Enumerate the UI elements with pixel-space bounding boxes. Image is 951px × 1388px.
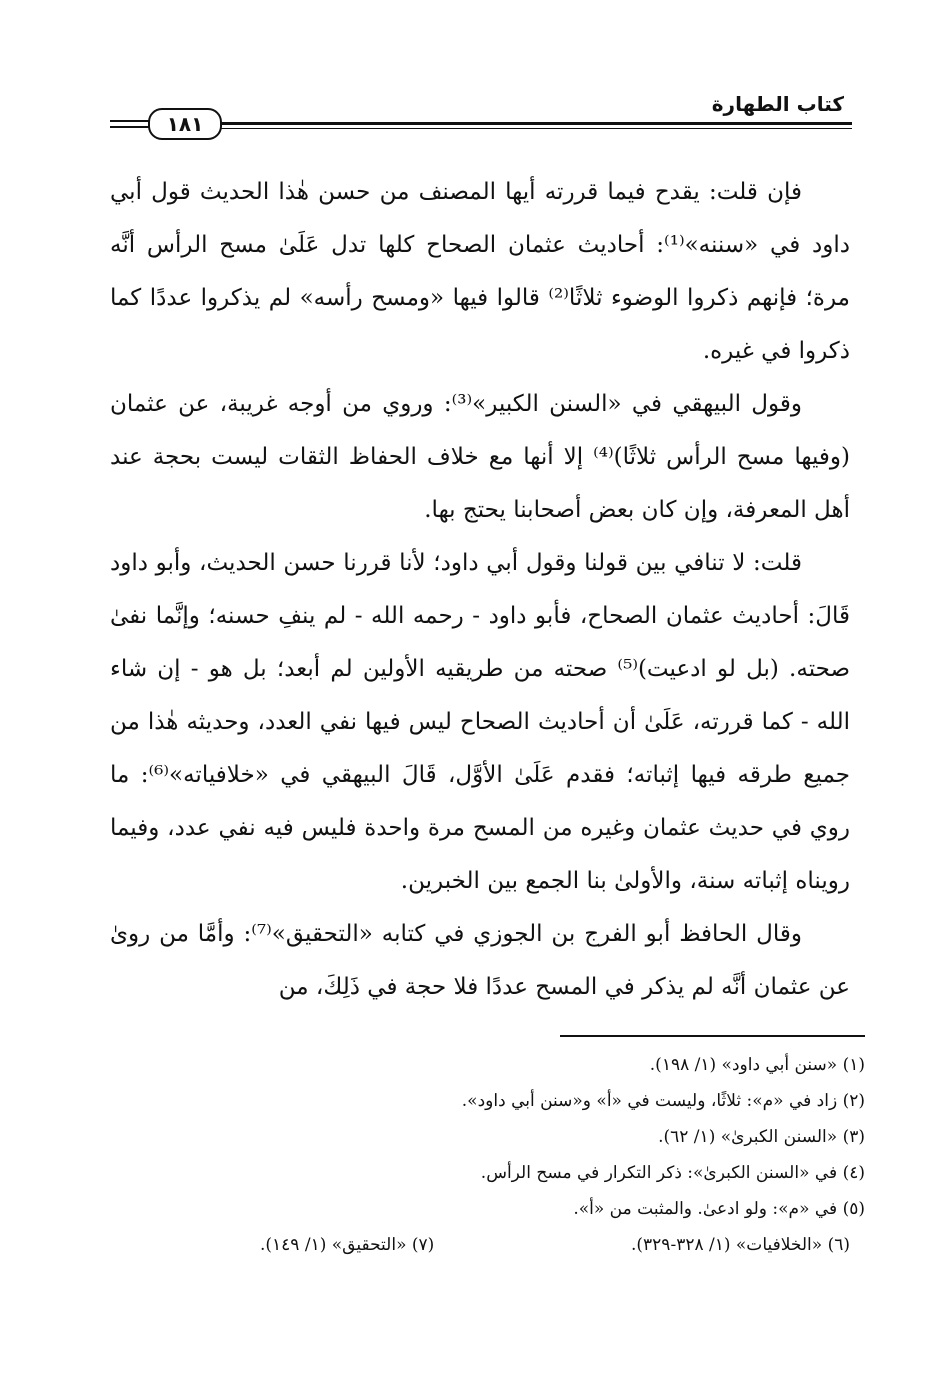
header-rule-left-bottom xyxy=(110,126,150,128)
header-rule-left-top xyxy=(110,120,150,122)
footnote: (٣) «السنن الكبرىٰ» (١/ ٦٢). xyxy=(658,1127,865,1147)
main-text xyxy=(110,166,850,1014)
page-number: ١٨١ xyxy=(148,108,222,140)
footnote-separator xyxy=(560,1035,865,1037)
footnote: (٦) «الخلافيات» (١/ ٣٢٨-٣٢٩). xyxy=(630,1235,850,1255)
header-rule-thin xyxy=(210,128,852,129)
footnote-row xyxy=(260,1227,850,1263)
footnote: (١) «سنن أبي داود» (١/ ١٩٨). xyxy=(649,1055,865,1075)
footnote: (٧) «التحقيق» (١/ ١٤٩). xyxy=(260,1235,435,1255)
book-title: كتاب الطهارة xyxy=(711,92,844,116)
paragraph: قلت: لا تنافي بين قولنا وقول أبي داود؛ لأنا قررنا حسن الحديث، وأبو داود قَالَ: أحاديث عثمان الصحاح، فأبو داود - رحمه الله - لم ينفِ حسنه؛ وإنَّما نفىٰ صحته. (بل لو ادعيت)⁽⁵⁾ صحته من طريقيه الأولين لم أبعد؛ بل هو - إن شاء الله - كما قررته، عَلَىٰ أن أحاديث الصحاح ليس فيها نفي العدد، وحديثه هٰذا من جميع طرقه فيها إثباته؛ فقدم عَلَىٰ الأوَّل، قَالَ البيهقي في «خلافياته»⁽⁶⁾: ما روي في حديث عثمان وغيره من المسح مرة واحدة فليس فيه نفي عدد، وفيما رويناه إثباته سنة، والأولىٰ بنا الجمع بين الخبرين. xyxy=(110,550,851,894)
footnote: (٥) في «م»: ولو ادعىٰ. والمثبت من «أ». xyxy=(573,1199,865,1219)
footnotes xyxy=(260,1047,865,1263)
paragraph: وقول البيهقي في «السنن الكبير»⁽³⁾: وروي من أوجه غريبة، عن عثمان (وفيها مسح الرأس ثلاثًا)⁽⁴⁾ إلا أنها مع خلاف الحفاظ الثقات ليست بحجة عند أهل المعرفة، وإن كان بعض أصحابنا يحتج بها. xyxy=(110,391,850,523)
footnote: (٤) في «السنن الكبرىٰ»: ذكر التكرار في مسح الرأس. xyxy=(480,1163,865,1183)
paragraph: فإن قلت: يقدح فيما قررته أيها المصنف من حسن هٰذا الحديث قول أبي داود في «سننه»⁽¹⁾: أحاديث عثمان الصحاح كلها تدل عَلَىٰ مسح الرأس أنَّه مرة؛ فإنهم ذكروا الوضوء ثلاثًا⁽²⁾ قالوا فيها «ومسح رأسه» لم يذكروا عددًا كما ذكروا في غيره. xyxy=(110,179,850,364)
paragraph: وقال الحافظ أبو الفرج بن الجوزي في كتابه «التحقيق»⁽⁷⁾: وأمَّا من روىٰ عن عثمان أنَّه لم يذكر في المسح عددًا فلا حجة في ذَلِكَ، من xyxy=(110,921,850,1000)
header-rule-thick xyxy=(210,122,852,125)
page-header xyxy=(110,88,852,150)
footnote: (٢) زاد في «م»: ثلاثًا، وليست في «أ» و«سنن أبي داود». xyxy=(461,1091,865,1111)
